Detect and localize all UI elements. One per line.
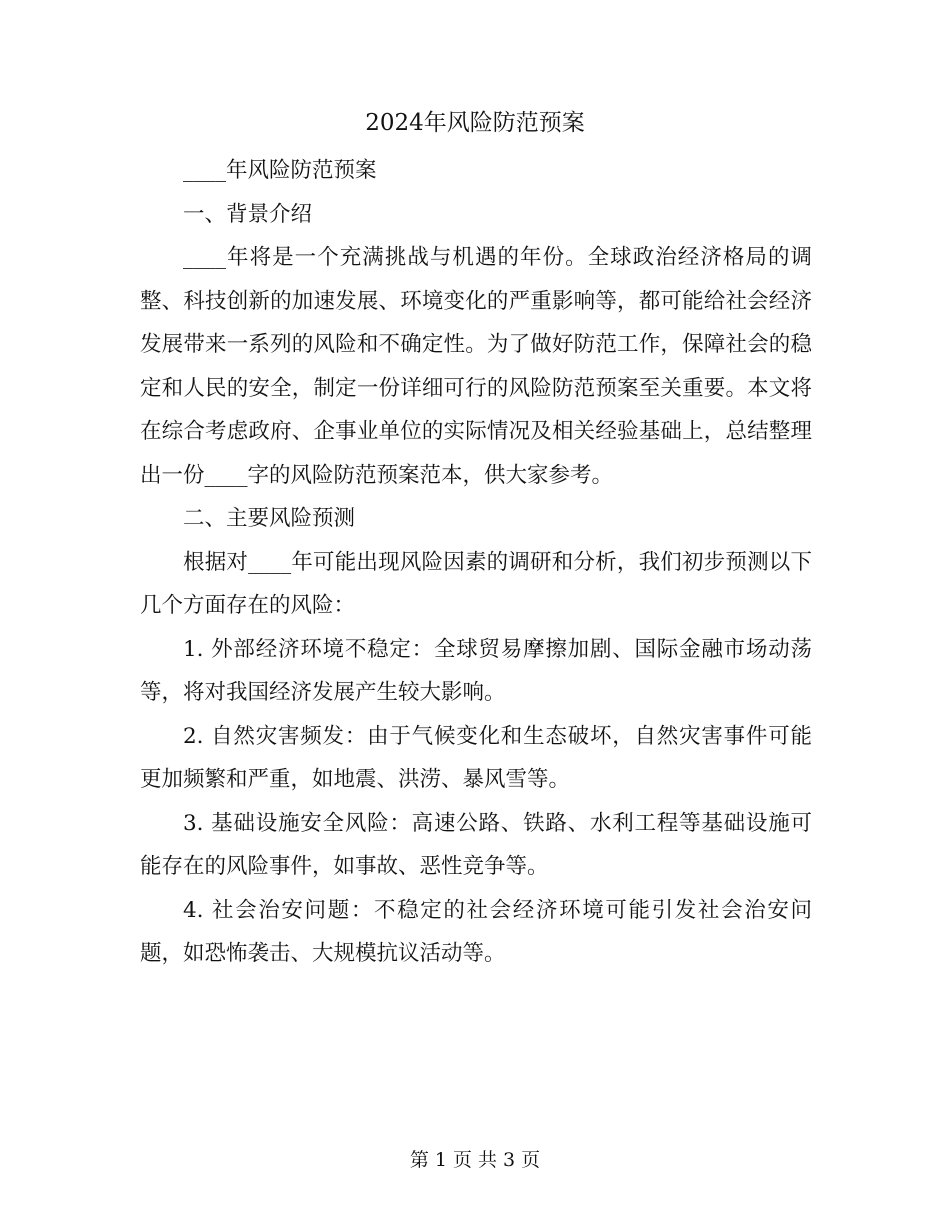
section-heading-background: 一、背景介绍 (183, 201, 313, 227)
document-body (140, 149, 812, 976)
subtitle-paragraph: ____年风险防范预案 (183, 158, 377, 183)
document-title: 2024年风险防范预案 (365, 110, 585, 136)
risk-item-4: 4. 社会治安问题：不稳定的社会经济环境可能引发社会治安问题，如恐怖袭击、大规模抗议活动等。 (140, 897, 812, 966)
background-paragraph: ____年将是一个充满挑战与机遇的年份。全球政治经济格局的调整、科技创新的加速发展、环境变化的严重影响等，都可能给社会经济发展带来一系列的风险和不确定性。为了做好防范工作，保障社会的稳定和人民的安全，制定一份详细可行的风险防范预案至关重要。本文将在综合考虑政府、企事业单位的实际情况及相关经验基础上，总结整理出一份____字的风险防范预案范本，供大家参考。 (140, 245, 812, 488)
risk-item-3: 3. 基础设施安全风险：高速公路、铁路、水利工程等基础设施可能存在的风险事件，如事故、恶性竞争等。 (140, 810, 812, 879)
risk-intro-paragraph: 根据对____年可能出现风险因素的调研和分析，我们初步预测以下几个方面存在的风险： (140, 549, 812, 618)
page-footer: 第 1 页 共 3 页 (409, 1149, 541, 1171)
risk-item-1: 1. 外部经济环境不稳定：全球贸易摩擦加剧、国际金融市场动荡等，将对我国经济发展产生较大影响。 (140, 636, 812, 705)
risk-item-2: 2. 自然灾害频发：由于气候变化和生态破坏，自然灾害事件可能更加频繁和严重，如地震、洪涝、暴风雪等。 (140, 723, 812, 792)
section-heading-risk-prediction: 二、主要风险预测 (183, 506, 356, 531)
